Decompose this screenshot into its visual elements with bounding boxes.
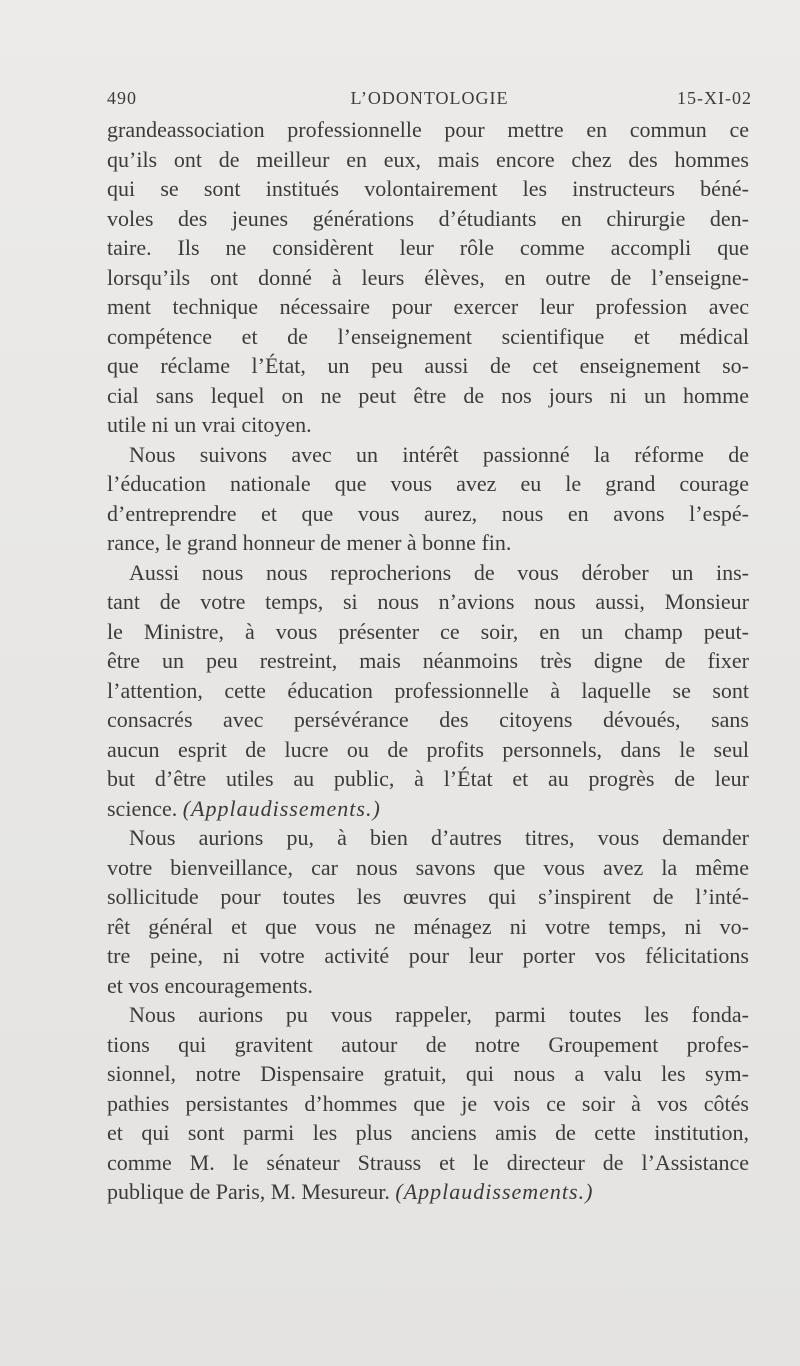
text-fragment: publique de Paris, M. Mesureur. [107, 1179, 390, 1204]
text-line: tions qui gravitent autour de notre Groupement profes- [107, 1031, 749, 1057]
text-line: Aussi nous nous reprocherions de vous dérober un ins- [129, 559, 749, 585]
text-line: rance, le grand honneur de mener à bonne fin. [107, 530, 512, 555]
text-line: compétence et de l’enseignement scientifique et médical [107, 323, 749, 349]
text-line: rêt général et que vous ne ménagez ni votre temps, ni vo- [107, 913, 749, 939]
text-line [107, 1177, 749, 1207]
paragraph [107, 440, 749, 558]
applause-note: (Applaudissements.) [182, 795, 381, 821]
text-line: ment technique nécessaire pour exercer leur profession avec [107, 294, 749, 319]
text-line: tre peine, ni votre activité pour leur porter vos félicitations [107, 943, 749, 968]
text-line: l’attention, cette éducation professionnelle à laquelle se sont [107, 677, 749, 703]
body-text [107, 115, 749, 1207]
text-line: d’entreprendre et que vous aurez, nous en avons l’espé- [107, 500, 749, 526]
text-line: sollicitude pour toutes les œuvres qui s’inspirent de l’inté- [107, 884, 749, 909]
text-line: tant de votre temps, si nous n’avions nous aussi, Monsieur [107, 589, 749, 614]
text-line: utile ni un vrai citoyen. [107, 412, 312, 437]
text-line: grandeassociation professionnelle pour mettre en commun ce [107, 117, 749, 142]
text-line: pathies persistantes d’hommes que je vois ce soir à vos côtés [107, 1090, 749, 1116]
text-line: sionnel, notre Dispensaire gratuit, qui nous a valu les sym- [107, 1061, 749, 1086]
paragraph [107, 823, 749, 1000]
applause-note: (Applaudissements.) [395, 1179, 594, 1204]
text-line: voles des jeunes générations d’étudiants en chirurgie den- [107, 205, 749, 231]
text-line [107, 794, 749, 824]
text-line: être un peu restreint, mais néanmoins très digne de fixer [107, 648, 749, 673]
page-number: 490 [107, 88, 137, 108]
text-line: qui se sont institués volontairement les instructeurs béné- [107, 176, 749, 201]
text-line: que réclame l’État, un peu aussi de cet enseignement so- [107, 353, 749, 378]
text-line: taire. Ils ne considèrent leur rôle comme accompli que [107, 235, 749, 260]
text-line: consacrés avec persévérance des citoyens dévoués, sans [107, 707, 749, 732]
text-line: lorsqu’ils ont donné à leurs élèves, en outre de l’enseigne- [107, 264, 749, 290]
page-header [107, 88, 752, 114]
text-line: qu’ils ont de meilleur en eux, mais encore chez des hommes [107, 146, 749, 172]
text-line: et vos encouragements. [107, 972, 313, 998]
text-line: comme M. le sénateur Strauss et le directeur de l’Assistance [107, 1149, 749, 1175]
text-line: Nous suivons avec un intérêt passionné la réforme de [129, 441, 749, 467]
text-line: et qui sont parmi les plus anciens amis de cette institution, [107, 1120, 749, 1145]
text-fragment: science. [107, 795, 178, 821]
text-line: but d’être utiles au public, à l’État et au progrès de leur [107, 766, 749, 791]
text-line: le Ministre, à vous présenter ce soir, en un champ peut- [107, 618, 749, 644]
text-line: votre bienveillance, car nous savons que vous avez la même [107, 854, 749, 880]
paragraph [107, 558, 749, 824]
text-line: aucun esprit de lucre ou de profits personnels, dans le seul [107, 736, 749, 762]
paragraph [107, 1000, 749, 1207]
text-line: Nous aurions pu vous rappeler, parmi toutes les fonda- [129, 1002, 749, 1027]
text-line: cial sans lequel on ne peut être de nos jours ni un homme [107, 382, 749, 408]
text-line: l’éducation nationale que vous avez eu le grand courage [107, 471, 749, 496]
paragraph [107, 115, 749, 440]
running-title: L’ODONTOLOGIE [350, 88, 509, 108]
text-line: Nous aurions pu, à bien d’autres titres, vous demander [129, 825, 749, 850]
issue-date: 15-XI-02 [677, 88, 752, 108]
